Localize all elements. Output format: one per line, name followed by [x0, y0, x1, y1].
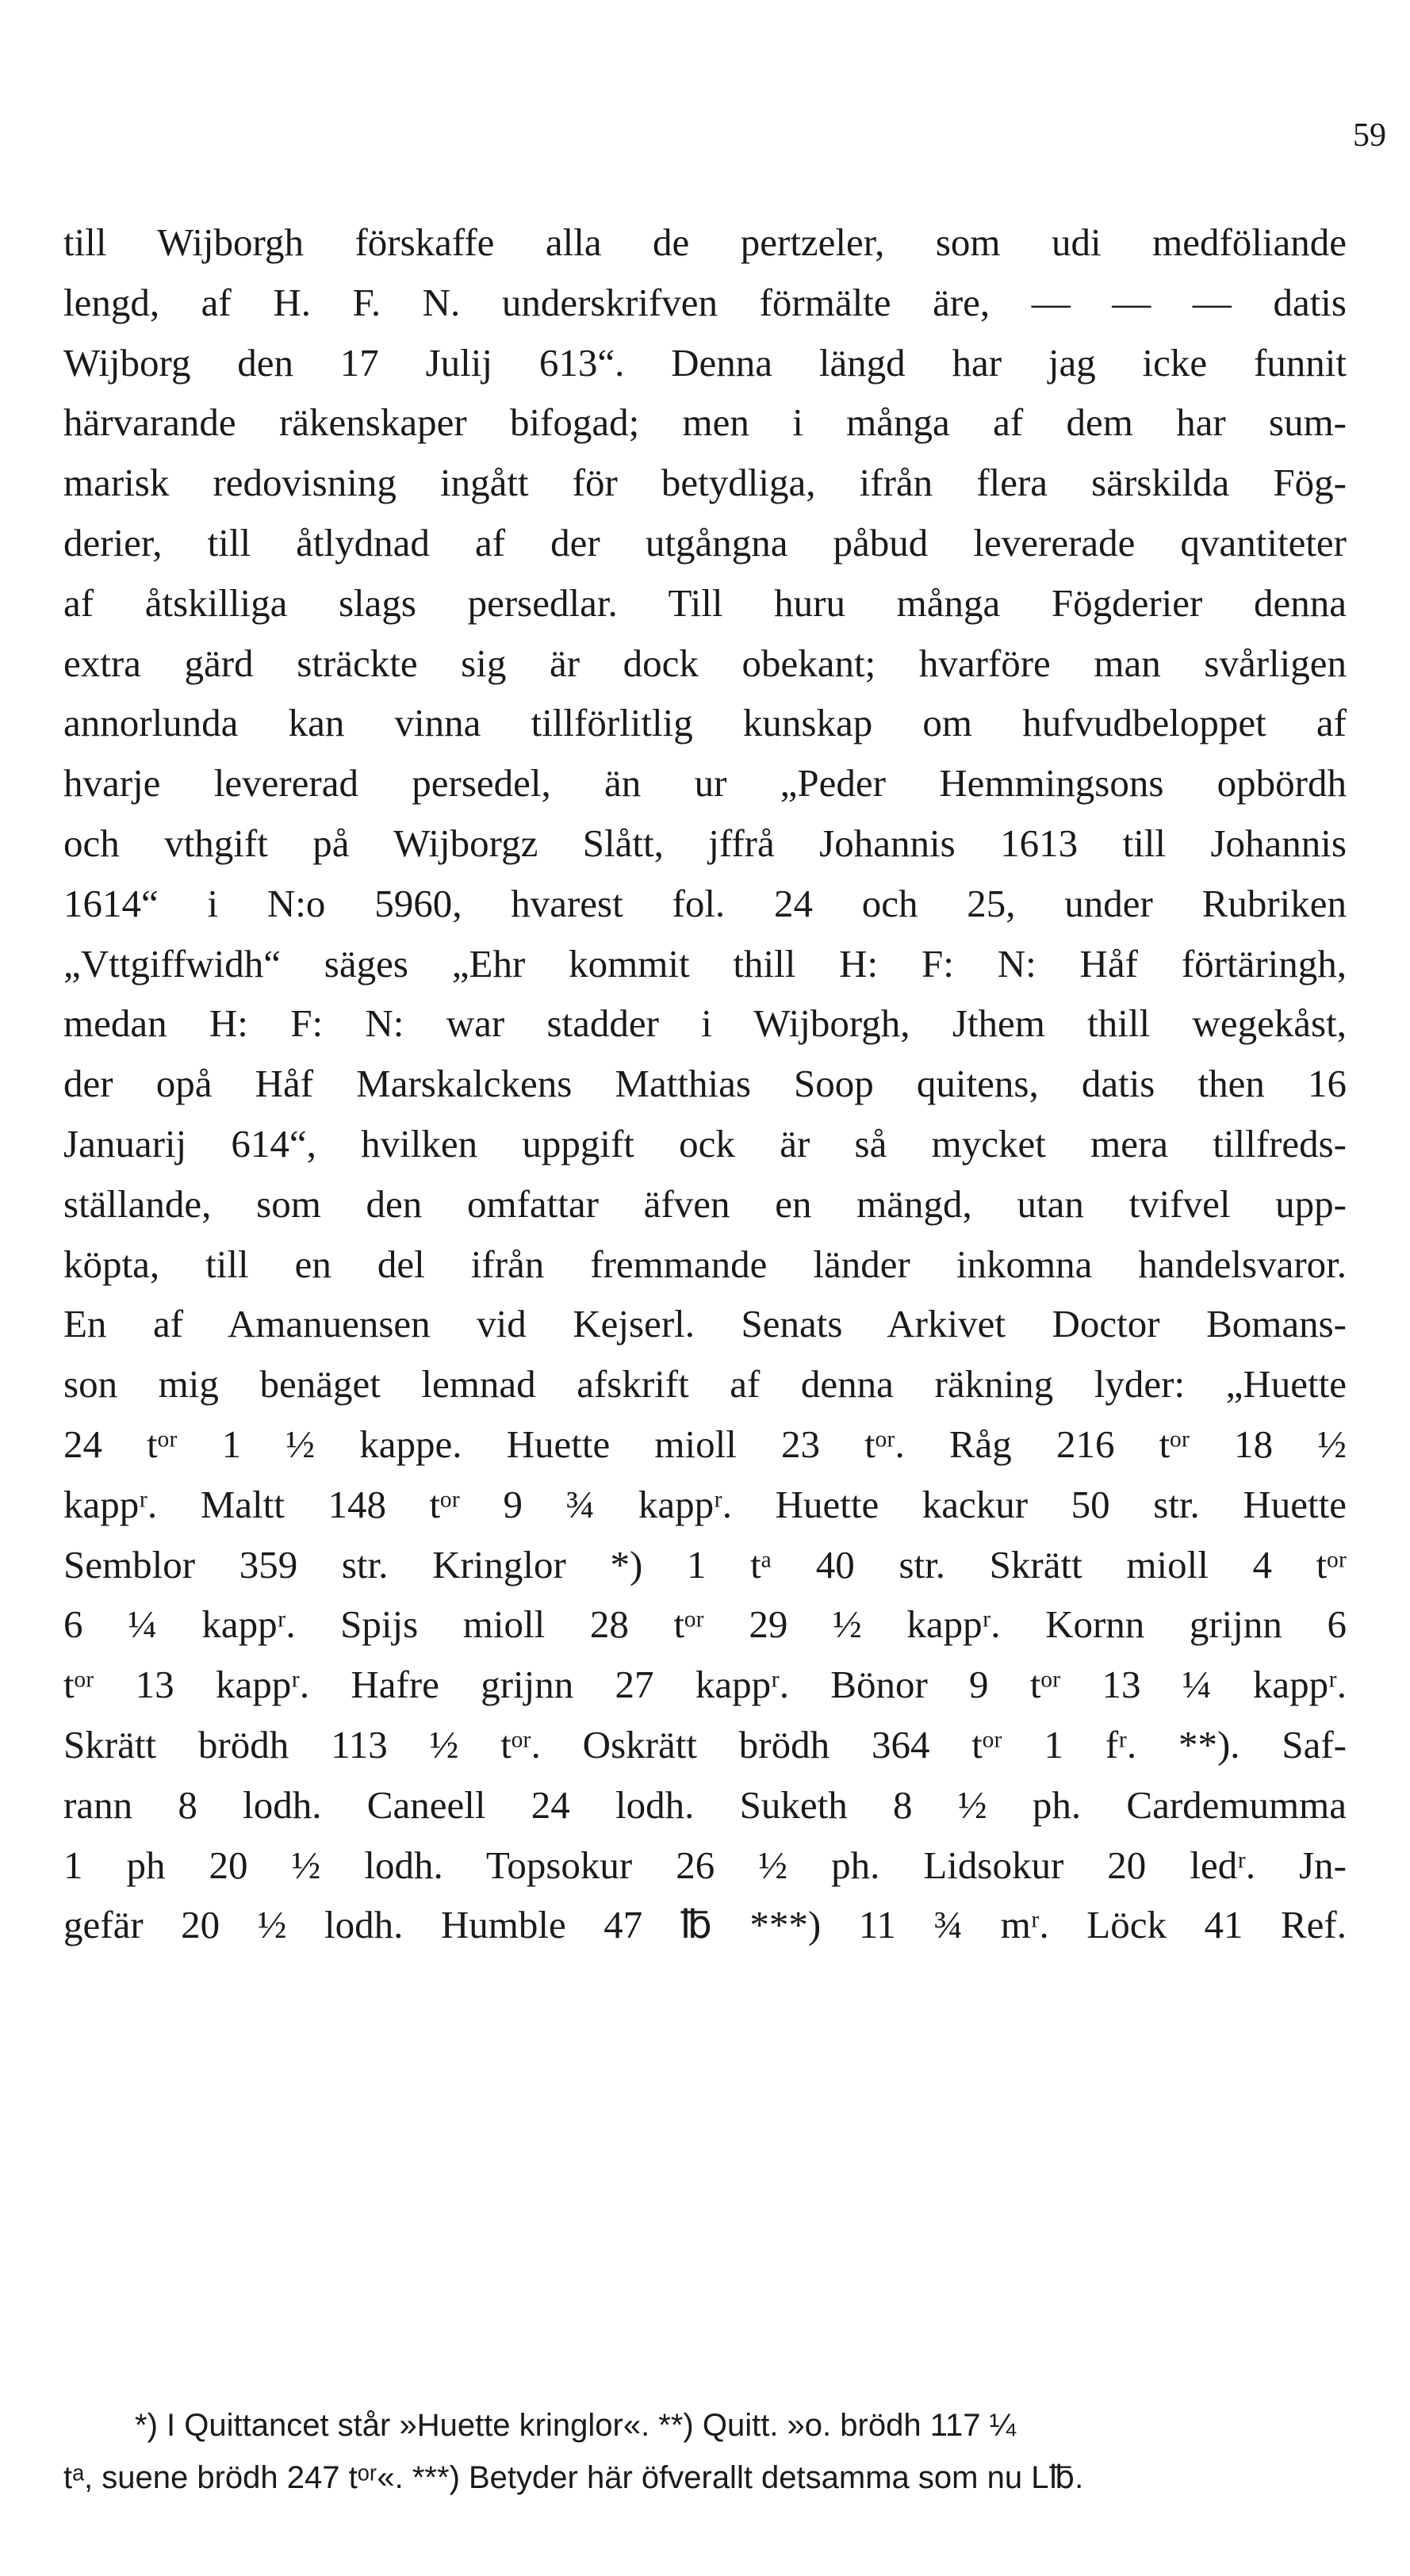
body-line: der opå Håf Marskalckens Matthias Soop quitens, datis then 16: [63, 1062, 1347, 1106]
body-line: 6 ¼ kappʳ. Spijs mioll 28 tᵒʳ 29 ½ kappʳ. Kornn grijnn 6: [63, 1602, 1347, 1647]
body-line: lengd, af H. F. N. underskrifven förmälte äre, — — — datis: [63, 280, 1347, 324]
body-line: Wijborg den 17 Julij 613“. Denna längd har jag icke funnit: [63, 340, 1347, 385]
body-line: 1 ph 20 ½ lodh. Topsokur 26 ½ ph. Lidsokur 20 ledʳ. Jn-: [63, 1843, 1347, 1887]
body-line: Januarij 614“, hvilken uppgift ock är så mycket mera tillfreds-: [63, 1121, 1347, 1166]
body-line: „Vttgiffwidh“ säges „Ehr kommit thill H: F: N: Håf förtäringh,: [63, 941, 1347, 986]
body-line: son mig benäget lemnad afskrift af denna räkning lyder: „Huette: [63, 1362, 1347, 1407]
body-line: hvarje levererad persedel, än ur „Peder Hemmingsons opbördh: [63, 761, 1347, 806]
body-line: extra gärd sträckte sig är dock obekant; hvarföre man svårligen: [63, 641, 1347, 685]
body-line: köpta, till en del ifrån fremmande länder inkomna handelsvaror.: [63, 1242, 1347, 1286]
footnote-line: tᵃ, suene brödh 247 tᵒʳ«. ***) Betyder här öfverallt detsamma som nu L℔.: [63, 2460, 1084, 2495]
body-line: Skrätt brödh 113 ½ tᵒʳ. Oskrätt brödh 364 tᵒʳ 1 fʳ. **). Saf-: [63, 1722, 1347, 1766]
body-line: annorlunda kan vinna tillförlitlig kunskap om hufvudbeloppet af: [63, 701, 1347, 745]
body-line: rann 8 lodh. Caneell 24 lodh. Suketh 8 ½ ph. Cardemumma: [63, 1782, 1347, 1827]
body-line: gefär 20 ½ lodh. Humble 47 ℔ ***) 11 ¾ mʳ. Löck 41 Ref.: [63, 1903, 1347, 1947]
footnotes: [63, 2399, 1347, 2504]
body-line: Semblor 359 str. Kringlor *) 1 tᵃ 40 str. Skrätt mioll 4 tᵒʳ: [63, 1542, 1347, 1587]
body-line: 1614“ i N:o 5960, hvarest fol. 24 och 25, under Rubriken: [63, 881, 1347, 925]
body-line: till Wijborgh förskaffe alla de pertzeler, som udi medföliande: [63, 220, 1347, 264]
body-line: marisk redovisning ingått för betydliga, ifrån flera särskilda Fög-: [63, 461, 1347, 505]
body-line: och vthgift på Wijborgz Slått, jffrå Johannis 1613 till Johannis: [63, 821, 1347, 865]
body-line: 24 tᵒʳ 1 ½ kappe. Huette mioll 23 tᵒʳ. Råg 216 tᵒʳ 18 ½: [63, 1422, 1347, 1466]
body-line: kappʳ. Maltt 148 tᵒʳ 9 ¾ kappʳ. Huette kackur 50 str. Huette: [63, 1482, 1347, 1526]
footnote-line: *) I Quittancet står »Huette kringlor«. **) Quitt. »o. brödh 117 ¼: [135, 2408, 1016, 2443]
body-line: derier, till åtlydnad af der utgångna påbud levererade qvantiteter: [63, 520, 1347, 565]
body-line: härvarande räkenskaper bifogad; men i många af dem har sum-: [63, 400, 1347, 445]
page-number: 59: [1353, 117, 1386, 154]
body-text: [63, 212, 1347, 1955]
body-line: En af Amanuensen vid Kejserl. Senats Arkivet Doctor Bomans-: [63, 1302, 1347, 1346]
body-line: medan H: F: N: war stadder i Wijborgh, Jthem thill wegekåst,: [63, 1001, 1347, 1046]
body-line: ställande, som den omfattar äfven en mängd, utan tvifvel upp-: [63, 1181, 1347, 1226]
body-line: af åtskilliga slags persedlar. Till huru många Fögderier denna: [63, 580, 1347, 625]
body-line: tᵒʳ 13 kappʳ. Hafre grijnn 27 kappʳ. Bönor 9 tᵒʳ 13 ¼ kappʳ.: [63, 1663, 1347, 1707]
